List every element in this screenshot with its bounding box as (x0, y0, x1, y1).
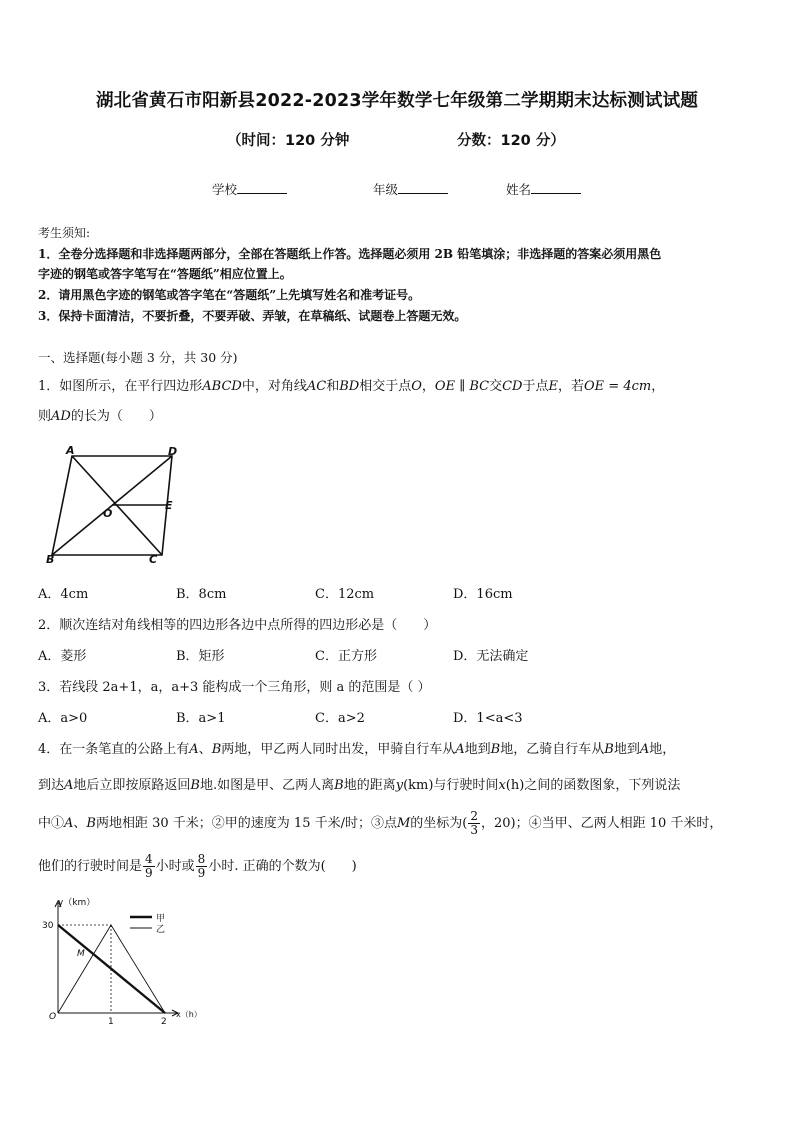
q1-o: O (411, 379, 422, 394)
q4-a: A (64, 778, 74, 793)
q1-abcd: ABCD (202, 379, 242, 394)
q3-option-c[interactable]: C．a>2 (315, 711, 365, 726)
q2-option-a[interactable]: A．菱形 (38, 649, 87, 664)
q4-text: 的坐标为( (410, 816, 468, 831)
notice-heading: 考生须知: (38, 226, 91, 240)
name-field (506, 180, 581, 198)
q2-option-d[interactable]: D．无法确定 (453, 649, 529, 664)
q3-option-d[interactable]: D．1<a<3 (453, 711, 523, 726)
school-blank (237, 181, 287, 194)
q1-ac: AC (306, 379, 327, 394)
q4-text: ，20)；④当甲、乙两人相距 10 千米时， (481, 816, 723, 831)
exam-score: 分数：120 分） (457, 133, 565, 149)
q4-text: 地.如图是甲、乙两人离 (199, 778, 335, 793)
q4-text: 地的距离 (343, 778, 396, 793)
question-4-line-4 (38, 853, 357, 880)
q4-a: A (455, 742, 465, 757)
q4-text: 4．在一条笔直的公路上有 (38, 742, 190, 757)
q4-text: 之间的函数图象，下列说法 (524, 778, 681, 793)
q4-b: B (604, 742, 614, 757)
q1-text: 于点 (522, 379, 549, 394)
fraction-numerator: 8 (197, 852, 206, 866)
y-axis-label: y（km） (58, 898, 96, 908)
q4-a: A (189, 742, 199, 757)
section-heading: 一、选择题(每小题 3 分，共 30 分) (38, 350, 238, 365)
notice-item-1a: 1．全卷分选择题和非选择题两部分，全部在答题纸上作答。选择题必须用 2B 铅笔填涂；非选择题的答案必须用黑色 (38, 247, 662, 261)
origin-label: O (49, 1012, 57, 1022)
q4-b: B (211, 742, 222, 757)
notice-item-3: 3．保持卡面清洁，不要折叠，不要弄破、弄皱，在草稿纸、试题卷上答题无效。 (38, 309, 467, 323)
fraction-denominator: 9 (145, 866, 153, 880)
exam-time: （时间：120 分钟 (227, 133, 350, 149)
q4-ykm: (km) (403, 778, 434, 793)
distance-time-graph (28, 895, 218, 1025)
school-field (212, 180, 287, 198)
q4-a: A (639, 742, 650, 757)
q4-m: M (396, 816, 411, 831)
q4-y: y (395, 778, 404, 793)
q1-oe: OE (434, 379, 456, 394)
q4-text: 地到 (613, 742, 640, 757)
q2-option-c[interactable]: C．正方形 (315, 649, 377, 664)
q1-bc: BC (469, 379, 490, 394)
q3-option-b[interactable]: B．a>1 (176, 711, 226, 726)
q1-option-b[interactable]: B．8cm (176, 587, 227, 602)
question-2: 2．顺次连结对角线相等的四边形各边中点所得的四边形必是（ ） (38, 618, 437, 633)
y-tick-30: 30 (42, 921, 54, 931)
grade-blank (398, 181, 448, 194)
label-e: E (165, 499, 173, 512)
question-1-line-1 (38, 375, 664, 394)
fraction-numerator: 4 (145, 852, 153, 866)
q1-option-a[interactable]: A．4cm (38, 587, 89, 602)
question-1-line-2 (38, 405, 162, 424)
q4-xh: (h) (505, 778, 525, 793)
fraction-numerator: 2 (470, 809, 479, 823)
q4-a: A (64, 816, 74, 831)
q4-text: 地， (649, 742, 676, 757)
q4-x: x (498, 778, 506, 793)
question-4-line-1 (38, 738, 675, 757)
school-label: 学校 (212, 182, 238, 197)
q1-option-d[interactable]: D．16cm (453, 587, 513, 602)
fraction-4-9 (143, 853, 155, 880)
q4-b: B (86, 816, 96, 831)
q1-cd: CD (502, 379, 523, 394)
notice-item-2: 2．请用黑色字迹的钢笔或答字笔在“答题纸”上先填写姓名和准考证号。 (38, 288, 421, 302)
q1-oe-value: OE = 4cm (584, 379, 652, 394)
q4-text: 两地，甲乙两人同时出发，甲骑自行车从 (221, 742, 456, 757)
q4-text: 小时或 (155, 859, 195, 874)
x-tick-2: 2 (161, 1017, 167, 1025)
q1-text: 的长为（ ） (70, 409, 162, 424)
legend-jia-label: 甲 (156, 914, 166, 924)
q1-text: ， (651, 379, 665, 394)
q4-text: 、 (73, 816, 87, 831)
q4-text: 到达 (38, 778, 65, 793)
q4-b: B (334, 778, 344, 793)
q4-text: 、 (198, 742, 212, 757)
label-c: C (149, 553, 158, 564)
grade-label: 年级 (373, 182, 399, 197)
x-axis-label: x（h） (176, 1010, 202, 1019)
grade-field (373, 180, 448, 198)
parallelogram-figure (38, 442, 188, 564)
q4-text: 与行驶时间 (433, 778, 499, 793)
q1-text: 1．如图所示，在平行四边形 (38, 379, 203, 394)
name-label: 姓名 (506, 182, 532, 197)
page-title: 湖北省黄石市阳新县2022-2023学年数学七年级第二学期期末达标测试试题 (95, 91, 699, 111)
q4-text: 地后立即按原路返回 (73, 778, 191, 793)
question-4-line-2 (38, 774, 680, 793)
q4-text: 地到 (464, 742, 491, 757)
fraction-denominator: 3 (470, 823, 479, 837)
question-3: 3．若线段 2a+1，a，a+3 能构成一个三角形，则 a 的范围是（ ） (38, 680, 431, 695)
fraction-2-3 (468, 810, 480, 837)
q1-text: 和 (326, 379, 340, 394)
q4-text: 两地相距 30 千米；②甲的速度为 15 千米/时；③点 (95, 816, 397, 831)
q4-b: B (490, 742, 501, 757)
q1-text: 交 (489, 379, 503, 394)
fraction-8-9 (196, 853, 208, 880)
label-o: O (103, 507, 113, 520)
q1-ad: AD (51, 409, 71, 424)
name-blank (531, 181, 581, 194)
series-jia-line (58, 925, 165, 1013)
point-m-label: M (77, 949, 85, 959)
q4-text: 地，乙骑自行车从 (500, 742, 605, 757)
label-d: D (168, 445, 178, 458)
q4-b: B (190, 778, 200, 793)
question-4-line-3 (38, 810, 722, 837)
q1-e: E (548, 379, 558, 394)
q1-option-c[interactable]: C．12cm (315, 587, 375, 602)
q1-text: ，若 (558, 379, 585, 394)
q1-text: 则 (38, 409, 52, 424)
q4-text: 小时. 正确的个数为( ) (208, 859, 357, 874)
q1-bd: BD (339, 379, 360, 394)
q1-text: 相交于点 (359, 379, 412, 394)
q4-text: 他们的行驶时间是 (38, 859, 143, 874)
fraction-denominator: 9 (197, 866, 206, 880)
q3-option-a[interactable]: A．a>0 (38, 711, 88, 726)
label-b: B (46, 553, 55, 564)
q4-text: 中① (38, 816, 65, 831)
q1-text: ， (421, 379, 435, 394)
q1-text: ∥ (455, 379, 470, 394)
legend-yi-label: 乙 (156, 925, 166, 935)
q2-option-b[interactable]: B．矩形 (176, 649, 225, 664)
x-tick-1: 1 (108, 1017, 114, 1025)
label-a: A (66, 444, 75, 457)
notice-item-1b: 字迹的钢笔或答字笔写在“答题纸”相应位置上。 (38, 267, 292, 281)
q1-text: 中，对角线 (241, 379, 307, 394)
